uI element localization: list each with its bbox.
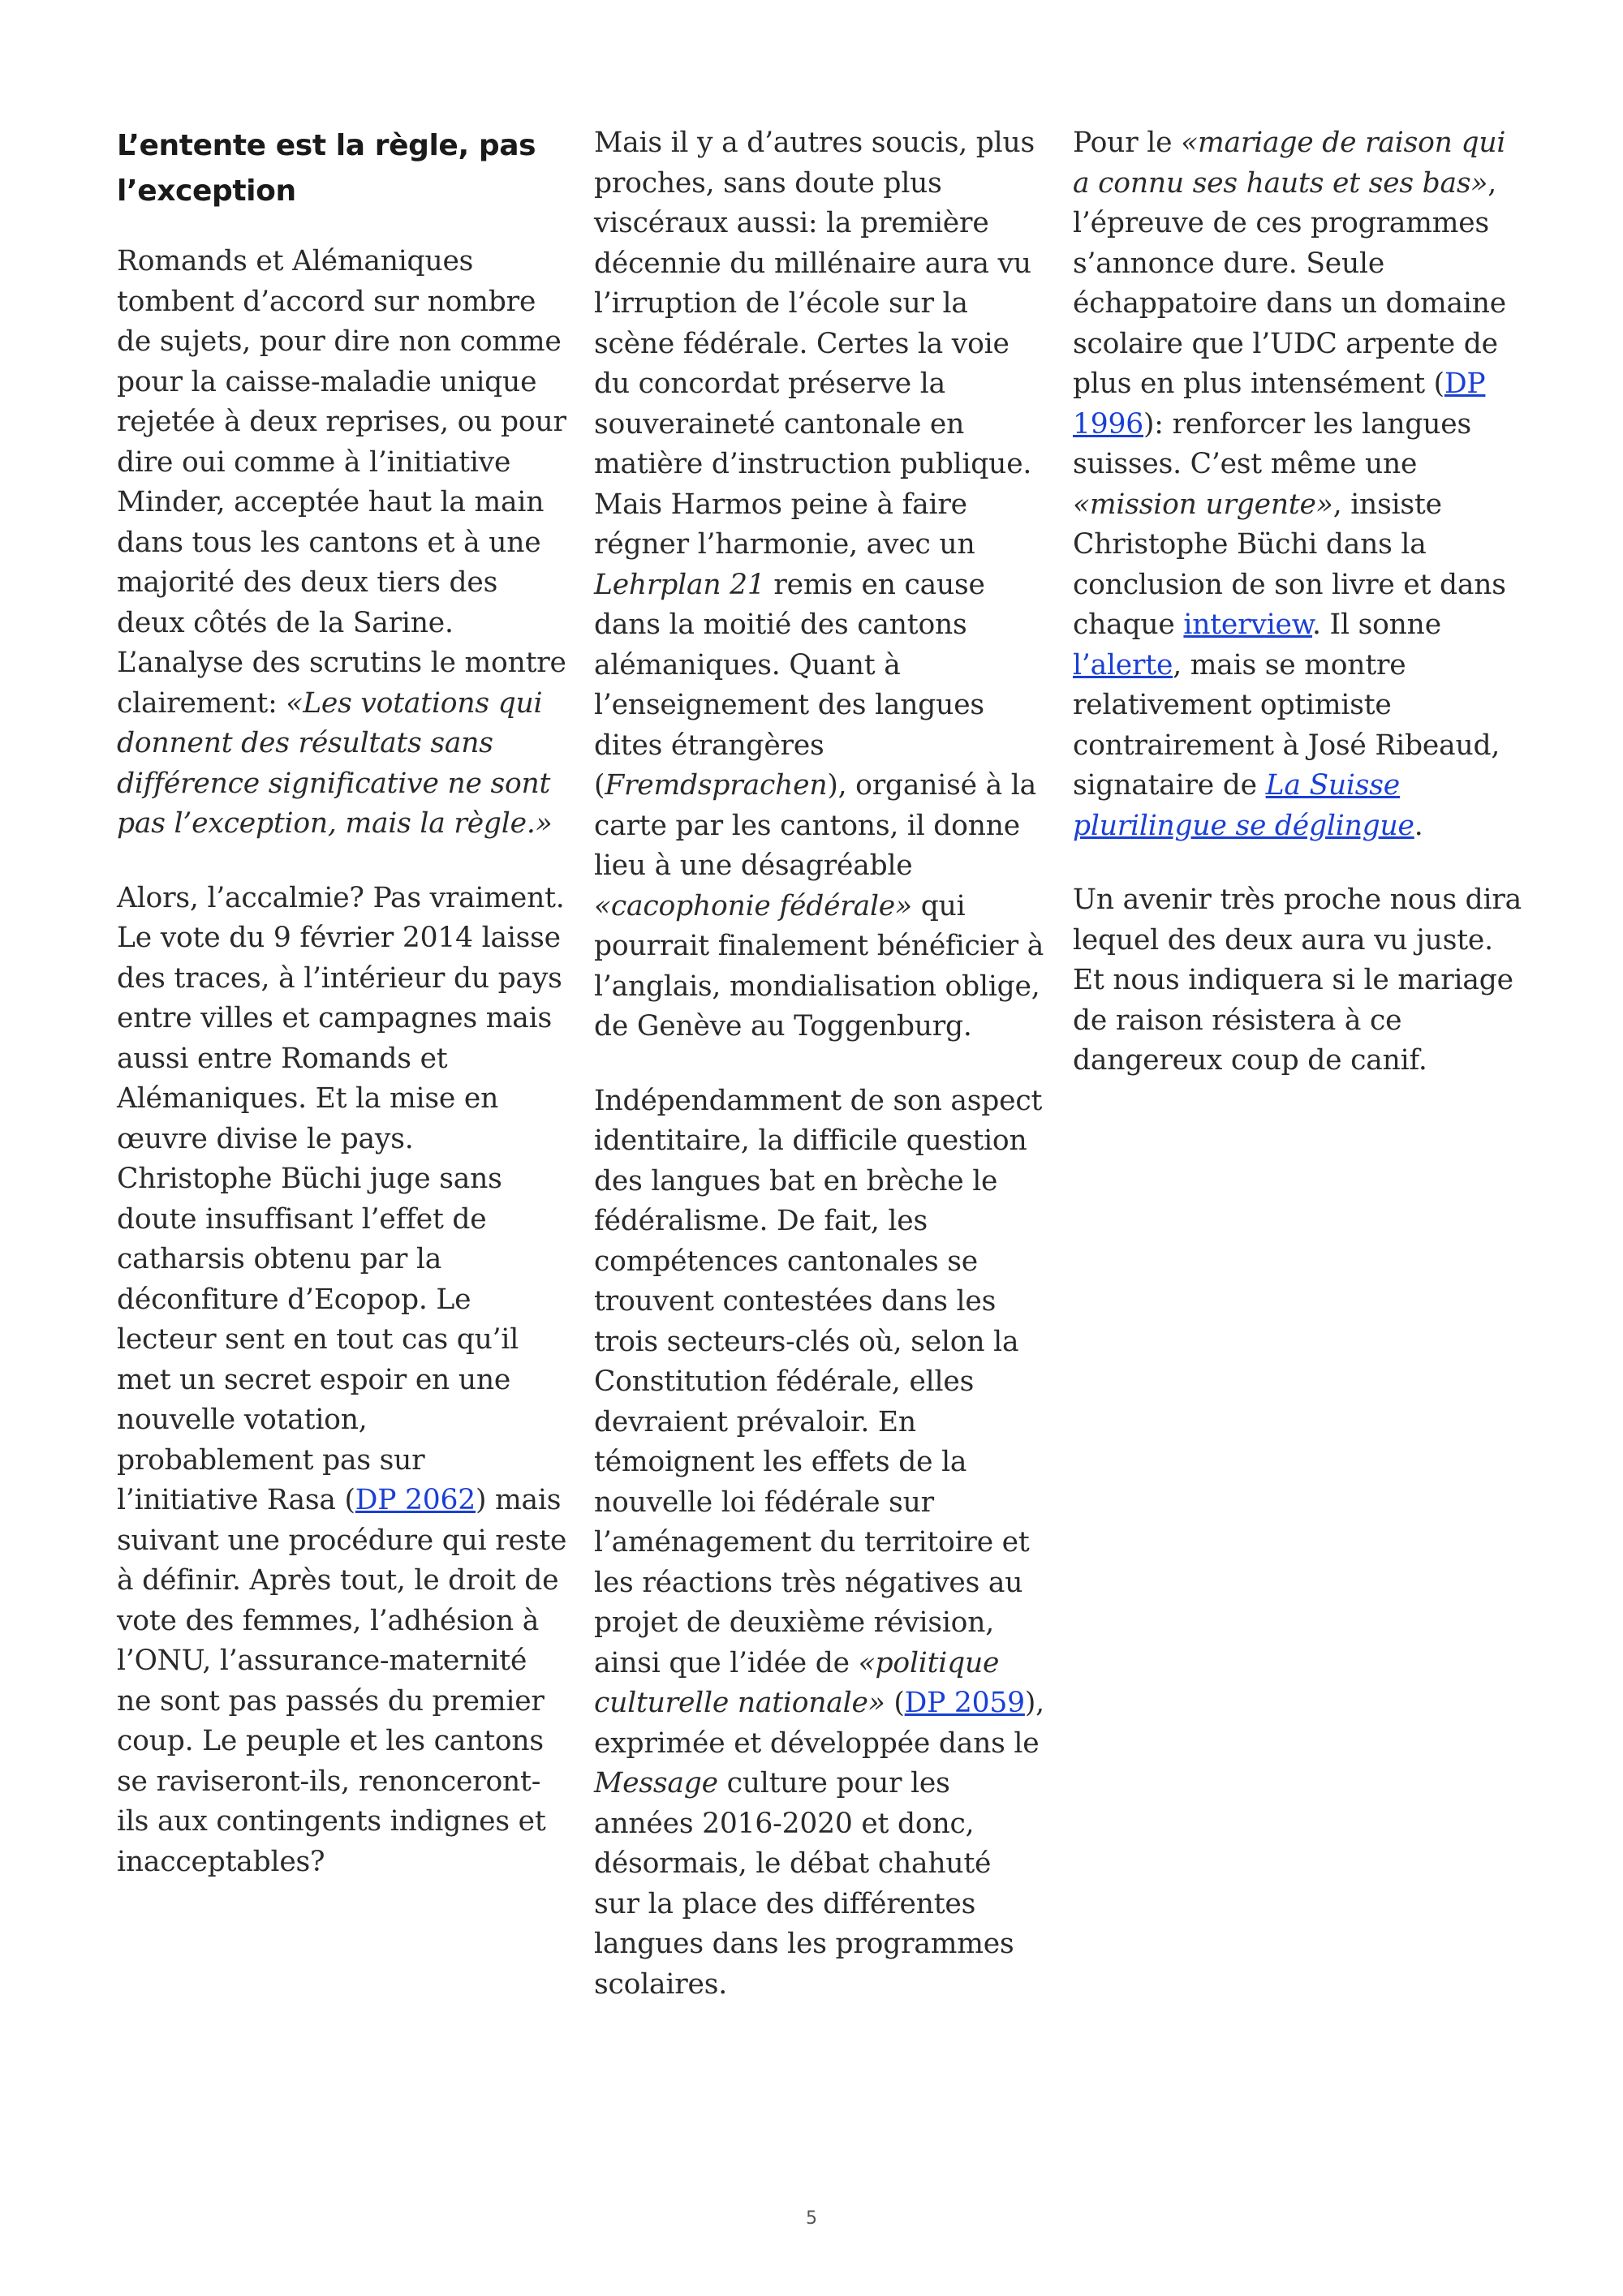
p5-text-f: , mais se montre relativement optimiste contrairement à José Ribeaud, signataire de (1073, 648, 1500, 802)
link-dp-2062[interactable]: DP 2062 (355, 1484, 476, 1516)
p4-text-a: Indépendamment de son aspect identitaire, la difficile question des langues bat en brèche le fédéralisme. De fait, les compétences cantonales se trouvent contestées dans les trois secteurs-clés où, selon la Constitution fédérale, elles devraient prévaloir. En témoignent les effets de la nouvelle loi fédérale sur l’aménagement du territoire et les réactions très négatives au projet de deuxième révision, ainsi que l’idée de (594, 1084, 1043, 1679)
column-2 (594, 123, 1044, 2039)
p4-text-c: ), exprimée et développée dans le (594, 1687, 1044, 1760)
p5-text-b: , l’épreuve de ces programmes s’annonce dure. Seule échappatoire dans un domaine scolaire que l’UDC arpente de plus en plus intensément ( (1073, 166, 1506, 400)
link-suisse-plurilingue[interactable]: La Suisse plurilingue se déglingue (1073, 769, 1414, 842)
p2-text-b: ) mais suivant une procédure qui reste à définir. Après tout, le droit de vote des femmes, l’adhésion à l’ONU, l’assurance-maternité ne sont pas passés du premier coup. Le peuple et les cantons se raviseront-ils, renonceront-ils aux contingents indignes et inacceptables? (117, 1484, 567, 1878)
p5-text-e: . Il sonne (1312, 608, 1441, 641)
paragraph-5 (1073, 123, 1523, 846)
p4-text-d: culture pour les années 2016-2020 et donc, désormais, le débat chahuté sur la place des différentes langues dans les programmes scolaires. (594, 1767, 1014, 2001)
p4-text-b: ( (885, 1687, 905, 1719)
link-dp-2059[interactable]: DP 2059 (904, 1687, 1025, 1719)
paragraph-3 (594, 123, 1044, 1047)
p5-mariage: «mariage de raison qui a connu ses hauts et ses bas» (1073, 127, 1506, 200)
paragraph-1 (117, 242, 567, 845)
p3-cacophonie: «cacophonie fédérale» (594, 889, 912, 922)
p3-text-d: qui pourrait finalement bénéficier à l’anglais, mondialisation oblige, de Genève au Toggenburg. (594, 889, 1044, 1043)
page-number: 5 (806, 2208, 817, 2229)
column-1 (117, 123, 567, 1916)
p3-lehrplan: Lehrplan 21 (594, 568, 765, 601)
p1-quote: «Les votations qui donnent des résultats sans différence significative ne sont pas l’exception, mais la règle.» (117, 686, 553, 840)
p4-message: Message (594, 1767, 718, 1799)
section-heading: L’entente est la règle, pas l’exception (117, 129, 536, 208)
p3-text-b: remis en cause dans la moitié des cantons alémaniques. Quant à l’enseignement des langues dites étrangères ( (594, 568, 985, 802)
paragraph-4 (594, 1081, 1044, 2006)
column-3 (1073, 123, 1523, 1116)
paragraph-2 (117, 879, 567, 1883)
p1-text: Romands et Alémaniques tombent d’accord sur nombre de sujets, pour dire non comme pour la caisse-maladie unique rejetée à deux reprises, ou pour dire oui comme à l’initiative Minder, acceptée haut la main dans tous les cantons et à une majorité des deux tiers des deux côtés de la Sarine. L’analyse des scrutins le montre clairement: (117, 245, 566, 720)
p3-text-c: ), organisé à la carte par les cantons, il donne lieu à une désagréable (594, 769, 1036, 882)
p5-mission: «mission urgente» (1073, 488, 1333, 521)
p3-fremdsprachen: Fremdsprachen (605, 769, 828, 802)
p5-text-d: , insiste Christophe Büchi dans la conclusion de son livre et dans chaque (1073, 488, 1506, 641)
paragraph-6: Un avenir très proche nous dira lequel des deux aura vu juste. Et nous indiquera si le mariage de raison résistera à ce dangereux coup de canif. (1073, 884, 1522, 1077)
link-alerte[interactable]: l’alerte (1073, 648, 1173, 681)
p3-text-a: Mais il y a d’autres soucis, plus proches, sans doute plus viscéraux aussi: la première décennie du millénaire aura vu l’irruption de l’école sur la scène fédérale. Certes la voie du concordat préserve la souveraineté cantonale en matière d’instruction publique. Mais Harmos peine à faire régner l’harmonie, avec un (594, 127, 1035, 561)
p4-politique: «politique culturelle nationale» (594, 1646, 1000, 1719)
p2-text-a: Alors, l’accalmie? Pas vraiment. Le vote du 9 février 2014 laisse des traces, à l’intérieur du pays entre villes et campagnes mais aussi entre Romands et Alémaniques. Et la mise en œuvre divise le pays. Christophe Büchi juge sans doute insuffisant l’effet de catharsis obtenu par la déconfiture d’Ecopop. Le lecteur sent en tout cas qu’il met un secret espoir en une nouvelle votation, probablement pas sur l’initiative Rasa ( (117, 881, 565, 1516)
p5-text-a: Pour le (1073, 127, 1182, 159)
link-dp-1996[interactable]: DP 1996 (1073, 368, 1486, 441)
link-interview[interactable]: interview (1183, 608, 1313, 641)
p5-text-g: . (1414, 809, 1423, 842)
p5-text-c: ): renforcer les langues suisses. C’est même une (1073, 407, 1471, 480)
